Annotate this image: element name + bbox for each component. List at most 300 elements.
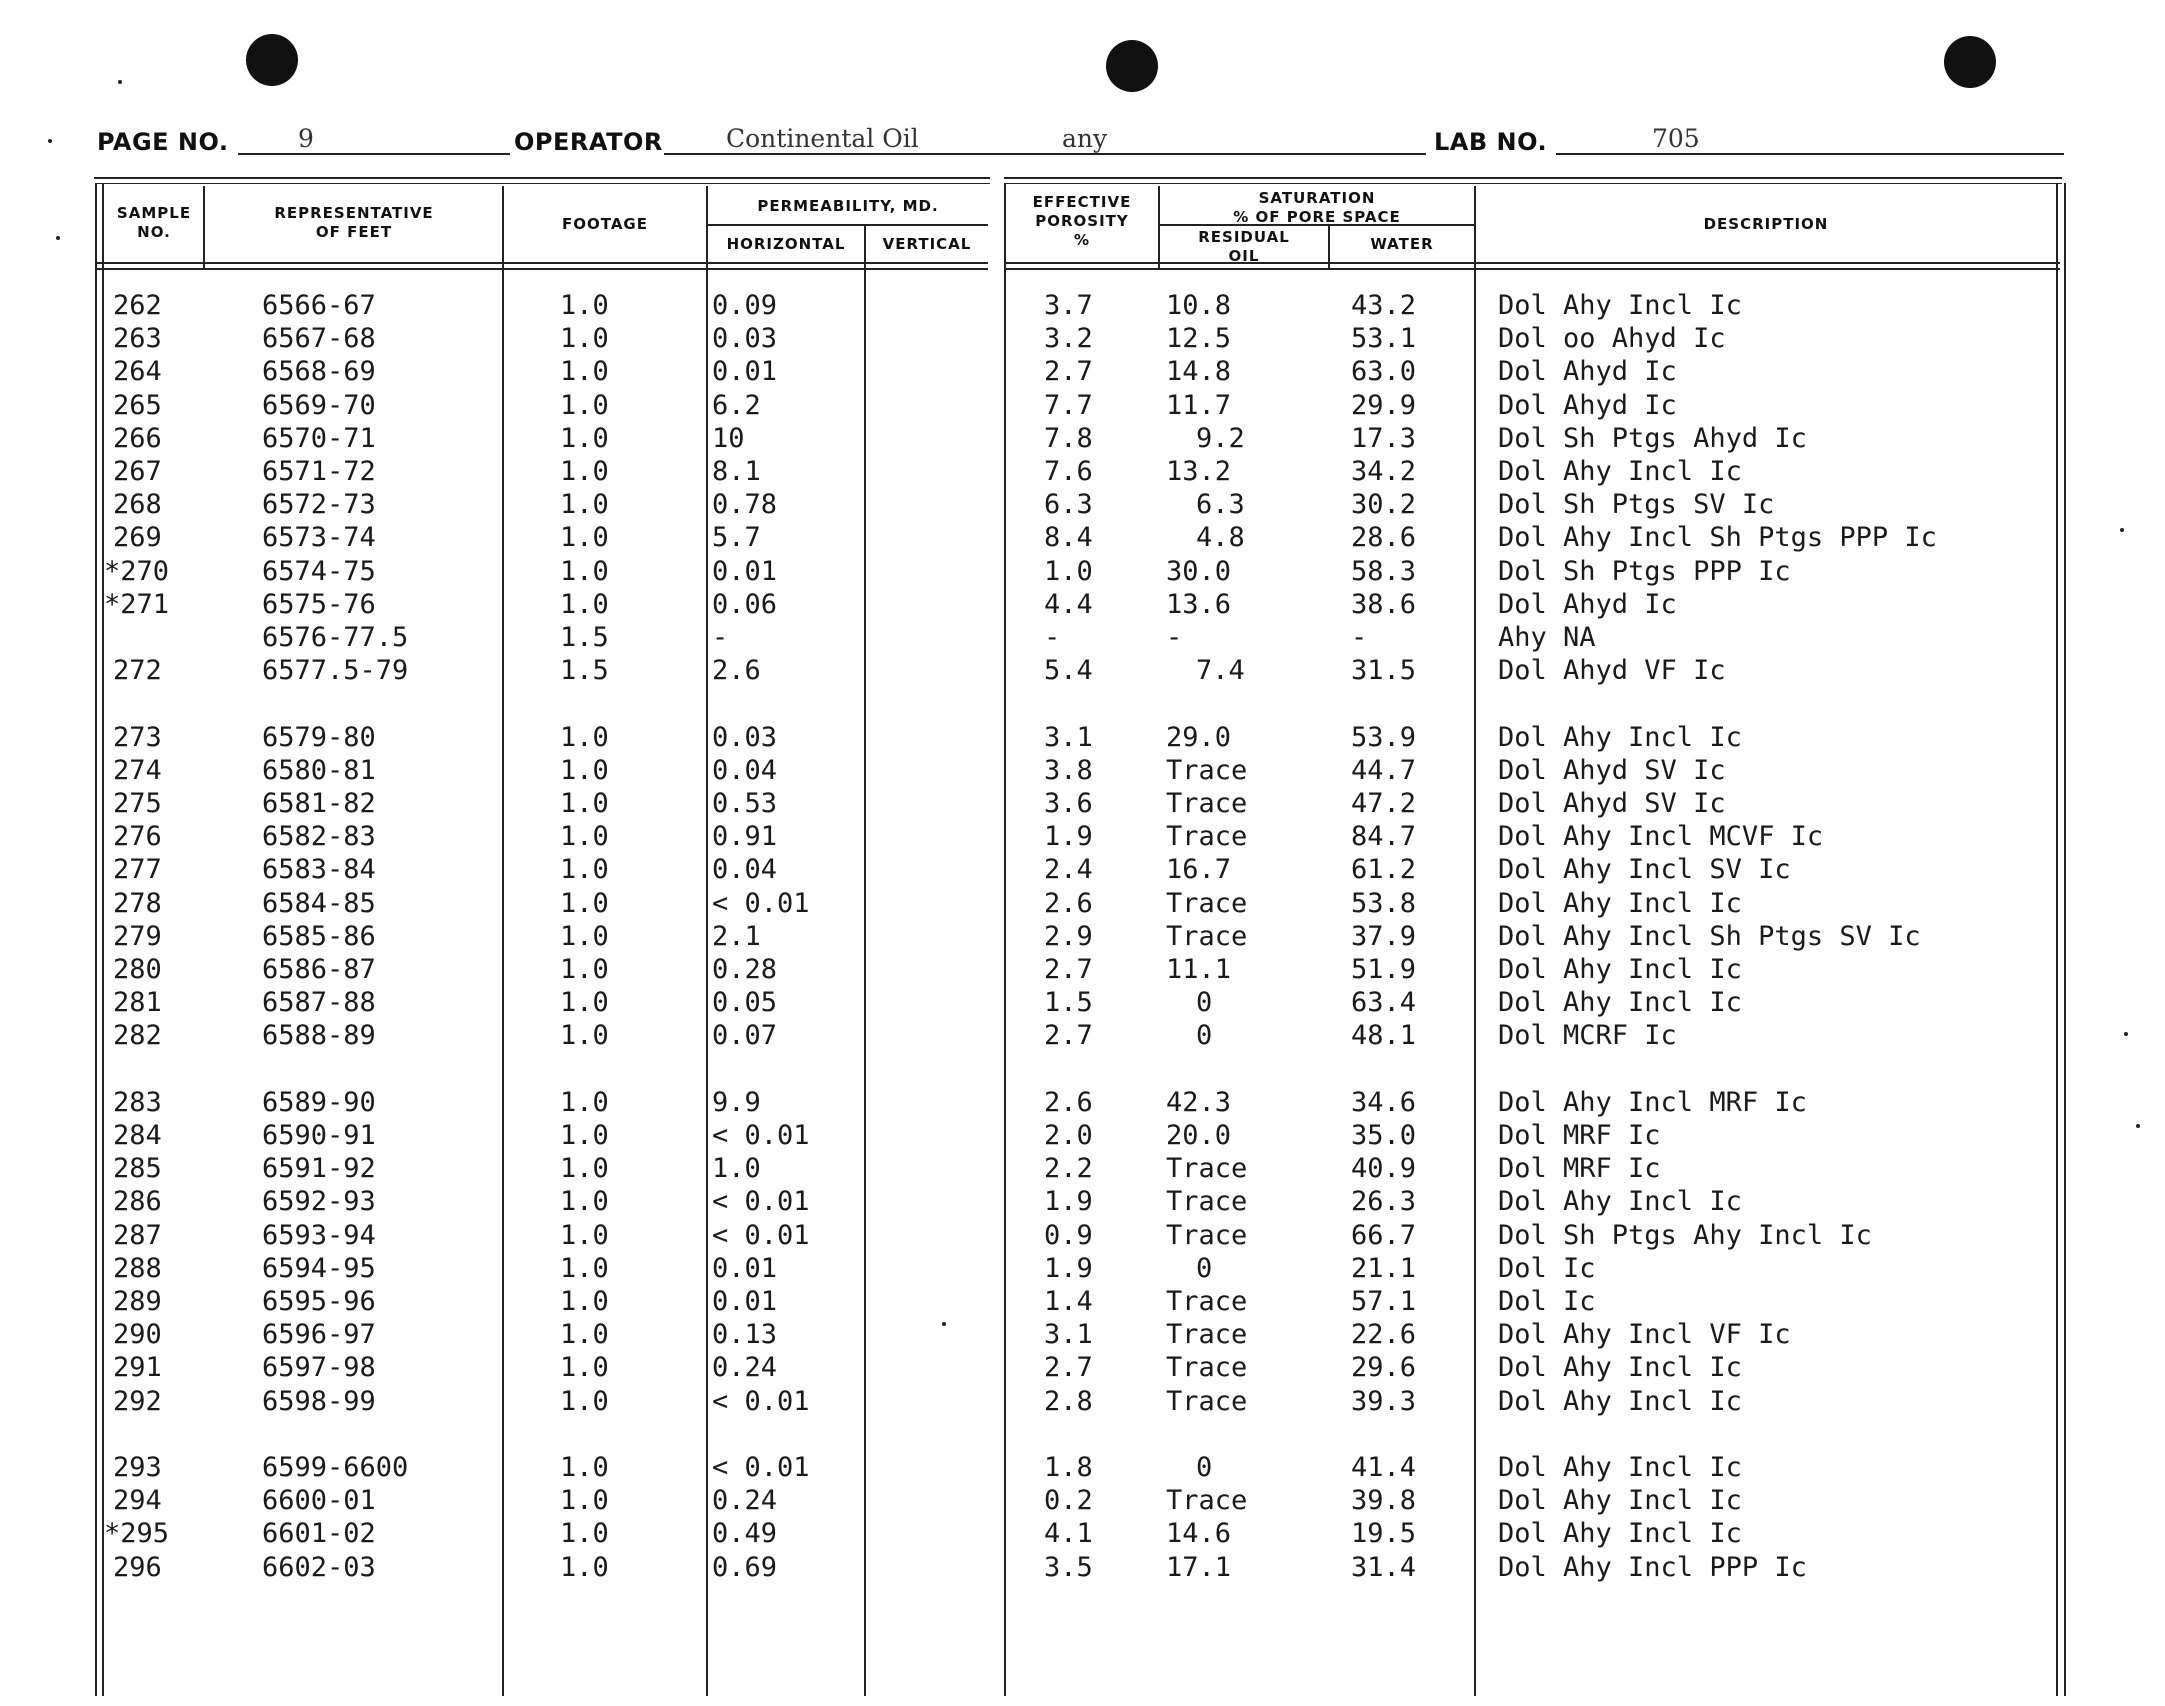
- sample-no-cell: 289: [113, 1286, 162, 1317]
- sample-no-cell: 288: [113, 1253, 162, 1284]
- water-cell: 61.2: [1351, 854, 1417, 885]
- description-cell: Dol MRF Ic: [1498, 1120, 1661, 1151]
- description-cell: Dol Ahy Incl Ic: [1498, 888, 1742, 919]
- residual-oil-cell: Trace: [1166, 1220, 1248, 1251]
- residual-oil-cell: 30.0: [1166, 556, 1232, 587]
- feet-cell: 6569-70: [262, 390, 376, 421]
- horizontal-perm-cell: 0.69: [712, 1552, 778, 1583]
- description-cell: Dol Ahyd SV Ic: [1498, 755, 1726, 786]
- residual-oil-cell: 42.3: [1166, 1087, 1232, 1118]
- water-cell: 58.3: [1351, 556, 1417, 587]
- footage-cell: 1.0: [560, 987, 609, 1018]
- speck: [2136, 1124, 2140, 1128]
- description-cell: Dol Ahy Incl Ic: [1498, 1186, 1742, 1217]
- water-cell: 38.6: [1351, 589, 1417, 620]
- footage-cell: 1.0: [560, 755, 609, 786]
- residual-oil-cell: Trace: [1166, 1186, 1248, 1217]
- sample-no-cell: 293: [113, 1452, 162, 1483]
- col-header-residual-oil: RESIDUAL OIL: [1198, 228, 1290, 265]
- horizontal-perm-cell: 8.1: [712, 456, 761, 487]
- horizontal-perm-cell: 0.09: [712, 290, 778, 321]
- residual-oil-cell: 0: [1196, 987, 1213, 1018]
- operator-label: OPERATOR: [514, 128, 663, 156]
- description-cell: Dol Ahy Incl Ic: [1498, 290, 1742, 321]
- residual-oil-cell: 13.6: [1166, 589, 1232, 620]
- residual-oil-cell: 11.1: [1166, 954, 1232, 985]
- horizontal-perm-cell: 10: [712, 423, 745, 454]
- porosity-cell: 2.2: [1044, 1153, 1093, 1184]
- footage-cell: 1.0: [560, 1286, 609, 1317]
- sample-no-cell: 269: [113, 522, 162, 553]
- water-cell: 57.1: [1351, 1286, 1417, 1317]
- water-cell: 17.3: [1351, 423, 1417, 454]
- water-cell: 37.9: [1351, 921, 1417, 952]
- porosity-cell: 3.7: [1044, 290, 1093, 321]
- residual-oil-cell: Trace: [1166, 788, 1248, 819]
- feet-cell: 6594-95: [262, 1253, 376, 1284]
- porosity-cell: 2.6: [1044, 888, 1093, 919]
- horizontal-perm-cell: 0.13: [712, 1319, 778, 1350]
- residual-oil-cell: 10.8: [1166, 290, 1232, 321]
- water-cell: 39.8: [1351, 1485, 1417, 1516]
- feet-cell: 6572-73: [262, 489, 376, 520]
- feet-cell: 6600-01: [262, 1485, 376, 1516]
- footage-cell: 1.0: [560, 1552, 609, 1583]
- sample-no-cell: 281: [113, 987, 162, 1018]
- description-cell: Dol Ahy Incl VF Ic: [1498, 1319, 1791, 1350]
- residual-oil-cell: 6.3: [1196, 489, 1245, 520]
- sample-no-cell: 276: [113, 821, 162, 852]
- porosity-cell: 2.8: [1044, 1386, 1093, 1417]
- description-cell: Dol Ahyd SV Ic: [1498, 788, 1726, 819]
- water-cell: 63.0: [1351, 356, 1417, 387]
- description-cell: Dol Ahy Incl Ic: [1498, 1386, 1742, 1417]
- horizontal-perm-cell: 0.49: [712, 1518, 778, 1549]
- water-cell: 31.5: [1351, 655, 1417, 686]
- footage-cell: 1.0: [560, 788, 609, 819]
- porosity-cell: 2.6: [1044, 1087, 1093, 1118]
- feet-cell: 6599-6600: [262, 1452, 409, 1483]
- footage-cell: 1.0: [560, 1120, 609, 1151]
- sample-no-cell: 274: [113, 755, 162, 786]
- footage-cell: 1.0: [560, 1253, 609, 1284]
- feet-cell: 6574-75: [262, 556, 376, 587]
- water-cell: 29.9: [1351, 390, 1417, 421]
- sample-no-cell: 286: [113, 1186, 162, 1217]
- porosity-cell: 3.5: [1044, 1552, 1093, 1583]
- description-cell: Dol Sh Ptgs SV Ic: [1498, 489, 1775, 520]
- feet-cell: 6584-85: [262, 888, 376, 919]
- horizontal-perm-cell: < 0.01: [712, 1220, 810, 1251]
- footage-cell: 1.0: [560, 390, 609, 421]
- description-cell: Dol Ahy Incl Ic: [1498, 987, 1742, 1018]
- water-cell: 51.9: [1351, 954, 1417, 985]
- description-cell: Dol Ahy Incl Ic: [1498, 1485, 1742, 1516]
- speck: [2124, 1032, 2128, 1036]
- speck: [942, 1322, 946, 1326]
- horizontal-perm-cell: 0.03: [712, 323, 778, 354]
- description-cell: Dol Sh Ptgs Ahy Incl Ic: [1498, 1220, 1872, 1251]
- footage-cell: 1.5: [560, 655, 609, 686]
- water-cell: 26.3: [1351, 1186, 1417, 1217]
- description-cell: Dol Ic: [1498, 1253, 1596, 1284]
- residual-oil-cell: 13.2: [1166, 456, 1232, 487]
- col-header-vertical: VERTICAL: [882, 235, 972, 253]
- residual-oil-cell: Trace: [1166, 921, 1248, 952]
- feet-cell: 6567-68: [262, 323, 376, 354]
- sample-no-cell: 264: [113, 356, 162, 387]
- residual-oil-cell: 11.7: [1166, 390, 1232, 421]
- horizontal-perm-cell: < 0.01: [712, 1120, 810, 1151]
- water-cell: 21.1: [1351, 1253, 1417, 1284]
- sample-no-cell: *270: [104, 556, 170, 587]
- porosity-cell: 5.4: [1044, 655, 1093, 686]
- horizontal-perm-cell: -: [712, 622, 729, 653]
- porosity-cell: 2.7: [1044, 1352, 1093, 1383]
- residual-oil-cell: 12.5: [1166, 323, 1232, 354]
- water-cell: 39.3: [1351, 1386, 1417, 1417]
- operator-value: Continental Oil: [726, 124, 919, 153]
- sample-no-cell: 275: [113, 788, 162, 819]
- horizontal-perm-cell: < 0.01: [712, 1452, 810, 1483]
- horizontal-perm-cell: 0.04: [712, 854, 778, 885]
- feet-cell: 6595-96: [262, 1286, 376, 1317]
- description-cell: Dol Ahy Incl Sh Ptgs PPP Ic: [1498, 522, 1937, 553]
- horizontal-perm-cell: 0.06: [712, 589, 778, 620]
- horizontal-perm-cell: 1.0: [712, 1153, 761, 1184]
- porosity-cell: 2.4: [1044, 854, 1093, 885]
- residual-oil-cell: Trace: [1166, 1485, 1248, 1516]
- description-cell: Dol Ahy Incl Ic: [1498, 1518, 1742, 1549]
- sample-no-cell: 283: [113, 1087, 162, 1118]
- col-header-representative-feet: REPRESENTATIVE OF FEET: [274, 204, 434, 241]
- sample-no-cell: 294: [113, 1485, 162, 1516]
- feet-cell: 6586-87: [262, 954, 376, 985]
- porosity-cell: 1.5: [1044, 987, 1093, 1018]
- residual-oil-cell: 7.4: [1196, 655, 1245, 686]
- binder-hole-left: [246, 34, 298, 86]
- description-cell: Dol Ahy Incl Ic: [1498, 1452, 1742, 1483]
- porosity-cell: 3.8: [1044, 755, 1093, 786]
- residual-oil-cell: Trace: [1166, 1386, 1248, 1417]
- sample-no-cell: 263: [113, 323, 162, 354]
- footage-cell: 1.0: [560, 1220, 609, 1251]
- feet-cell: 6566-67: [262, 290, 376, 321]
- footage-cell: 1.0: [560, 290, 609, 321]
- description-cell: Dol Ahyd Ic: [1498, 589, 1677, 620]
- residual-oil-cell: 9.2: [1196, 423, 1245, 454]
- water-cell: 48.1: [1351, 1020, 1417, 1051]
- footage-cell: 1.5: [560, 622, 609, 653]
- binder-hole-right: [1944, 36, 1996, 88]
- porosity-cell: 2.0: [1044, 1120, 1093, 1151]
- porosity-cell: 3.1: [1044, 1319, 1093, 1350]
- feet-cell: 6590-91: [262, 1120, 376, 1151]
- footage-cell: 1.0: [560, 589, 609, 620]
- residual-oil-cell: Trace: [1166, 1352, 1248, 1383]
- description-cell: Dol Ahyd VF Ic: [1498, 655, 1726, 686]
- horizontal-perm-cell: 0.91: [712, 821, 778, 852]
- col-header-description: DESCRIPTION: [1703, 215, 1829, 233]
- sample-no-cell: 273: [113, 722, 162, 753]
- feet-cell: 6588-89: [262, 1020, 376, 1051]
- porosity-cell: 8.4: [1044, 522, 1093, 553]
- col-header-horizontal: HORIZONTAL: [726, 235, 846, 253]
- porosity-cell: 1.0: [1044, 556, 1093, 587]
- horizontal-perm-cell: 0.04: [712, 755, 778, 786]
- sample-no-cell: 282: [113, 1020, 162, 1051]
- footage-cell: 1.0: [560, 1087, 609, 1118]
- water-cell: 53.9: [1351, 722, 1417, 753]
- footage-cell: 1.0: [560, 1485, 609, 1516]
- horizontal-perm-cell: 2.1: [712, 921, 761, 952]
- residual-oil-cell: 17.1: [1166, 1552, 1232, 1583]
- sample-no-cell: *295: [104, 1518, 170, 1549]
- feet-cell: 6583-84: [262, 854, 376, 885]
- horizontal-perm-cell: < 0.01: [712, 1186, 810, 1217]
- description-cell: Dol Ahyd Ic: [1498, 356, 1677, 387]
- feet-cell: 6580-81: [262, 755, 376, 786]
- feet-cell: 6596-97: [262, 1319, 376, 1350]
- sample-no-cell: 266: [113, 423, 162, 454]
- water-cell: -: [1351, 622, 1368, 653]
- feet-cell: 6582-83: [262, 821, 376, 852]
- binder-hole-center: [1106, 40, 1158, 92]
- porosity-cell: 3.6: [1044, 788, 1093, 819]
- water-cell: 34.6: [1351, 1087, 1417, 1118]
- description-cell: Dol Ahy Incl Ic: [1498, 722, 1742, 753]
- horizontal-perm-cell: < 0.01: [712, 1386, 810, 1417]
- porosity-cell: 2.9: [1044, 921, 1093, 952]
- horizontal-perm-cell: 0.03: [712, 722, 778, 753]
- residual-oil-cell: 0: [1196, 1452, 1213, 1483]
- feet-cell: 6573-74: [262, 522, 376, 553]
- water-cell: 41.4: [1351, 1452, 1417, 1483]
- porosity-cell: 7.8: [1044, 423, 1093, 454]
- feet-cell: 6589-90: [262, 1087, 376, 1118]
- description-cell: Dol Ahy Incl PPP Ic: [1498, 1552, 1807, 1583]
- col-header-sample-no: SAMPLE NO.: [116, 204, 192, 241]
- horizontal-perm-cell: 0.07: [712, 1020, 778, 1051]
- porosity-cell: 2.7: [1044, 1020, 1093, 1051]
- porosity-cell: 3.1: [1044, 722, 1093, 753]
- footage-cell: 1.0: [560, 954, 609, 985]
- feet-cell: 6571-72: [262, 456, 376, 487]
- residual-oil-cell: 29.0: [1166, 722, 1232, 753]
- footage-cell: 1.0: [560, 888, 609, 919]
- residual-oil-cell: 0: [1196, 1020, 1213, 1051]
- sample-no-cell: 291: [113, 1352, 162, 1383]
- water-cell: 63.4: [1351, 987, 1417, 1018]
- sample-no-cell: 267: [113, 456, 162, 487]
- horizontal-perm-cell: 0.01: [712, 556, 778, 587]
- footage-cell: 1.0: [560, 1352, 609, 1383]
- feet-cell: 6591-92: [262, 1153, 376, 1184]
- sample-no-cell: 285: [113, 1153, 162, 1184]
- horizontal-perm-cell: 0.28: [712, 954, 778, 985]
- feet-cell: 6585-86: [262, 921, 376, 952]
- water-cell: 84.7: [1351, 821, 1417, 852]
- feet-cell: 6602-03: [262, 1552, 376, 1583]
- description-cell: Dol Ahy Incl SV Ic: [1498, 854, 1791, 885]
- residual-oil-cell: Trace: [1166, 1319, 1248, 1350]
- horizontal-perm-cell: 0.24: [712, 1485, 778, 1516]
- footage-cell: 1.0: [560, 921, 609, 952]
- residual-oil-cell: 14.8: [1166, 356, 1232, 387]
- horizontal-perm-cell: 0.01: [712, 1253, 778, 1284]
- operator-value-2: any: [1062, 124, 1108, 153]
- residual-oil-cell: Trace: [1166, 821, 1248, 852]
- horizontal-perm-cell: 0.53: [712, 788, 778, 819]
- residual-oil-cell: 0: [1196, 1253, 1213, 1284]
- description-cell: Dol oo Ahyd Ic: [1498, 323, 1726, 354]
- footage-cell: 1.0: [560, 821, 609, 852]
- residual-oil-cell: -: [1166, 622, 1183, 653]
- description-cell: Dol Ahy Incl Ic: [1498, 1352, 1742, 1383]
- water-cell: 53.8: [1351, 888, 1417, 919]
- description-cell: Dol Ahy Incl MRF Ic: [1498, 1087, 1807, 1118]
- speck: [56, 236, 60, 240]
- speck: [118, 80, 122, 84]
- col-header-saturation: SATURATION % OF PORE SPACE: [1233, 189, 1401, 226]
- water-cell: 30.2: [1351, 489, 1417, 520]
- feet-cell: 6575-76: [262, 589, 376, 620]
- feet-cell: 6581-82: [262, 788, 376, 819]
- description-cell: Dol Ahy Incl Sh Ptgs SV Ic: [1498, 921, 1921, 952]
- porosity-cell: 3.2: [1044, 323, 1093, 354]
- sample-no-cell: 265: [113, 390, 162, 421]
- sample-no-cell: *271: [104, 589, 170, 620]
- porosity-cell: 1.9: [1044, 821, 1093, 852]
- sample-no-cell: 287: [113, 1220, 162, 1251]
- porosity-cell: 2.7: [1044, 356, 1093, 387]
- water-cell: 66.7: [1351, 1220, 1417, 1251]
- sample-no-cell: 290: [113, 1319, 162, 1350]
- horizontal-perm-cell: 0.01: [712, 1286, 778, 1317]
- porosity-cell: 0.9: [1044, 1220, 1093, 1251]
- feet-cell: 6568-69: [262, 356, 376, 387]
- porosity-cell: 6.3: [1044, 489, 1093, 520]
- porosity-cell: 0.2: [1044, 1485, 1093, 1516]
- col-header-permeability: PERMEABILITY, MD.: [757, 197, 939, 215]
- sample-no-cell: 278: [113, 888, 162, 919]
- horizontal-perm-cell: 6.2: [712, 390, 761, 421]
- horizontal-perm-cell: 2.6: [712, 655, 761, 686]
- description-cell: Dol Sh Ptgs PPP Ic: [1498, 556, 1791, 587]
- description-cell: Dol Ic: [1498, 1286, 1596, 1317]
- residual-oil-cell: Trace: [1166, 1286, 1248, 1317]
- sample-no-cell: 296: [113, 1552, 162, 1583]
- page-no-label: PAGE NO.: [97, 128, 229, 156]
- porosity-cell: 1.8: [1044, 1452, 1093, 1483]
- water-cell: 34.2: [1351, 456, 1417, 487]
- feet-cell: 6579-80: [262, 722, 376, 753]
- water-cell: 31.4: [1351, 1552, 1417, 1583]
- page-no-value: 9: [298, 124, 314, 153]
- footage-cell: 1.0: [560, 1186, 609, 1217]
- residual-oil-cell: 4.8: [1196, 522, 1245, 553]
- footage-cell: 1.0: [560, 556, 609, 587]
- feet-cell: 6577.5-79: [262, 655, 409, 686]
- horizontal-perm-cell: 9.9: [712, 1087, 761, 1118]
- water-cell: 19.5: [1351, 1518, 1417, 1549]
- sample-no-cell: 272: [113, 655, 162, 686]
- footage-cell: 1.0: [560, 1386, 609, 1417]
- footage-cell: 1.0: [560, 1518, 609, 1549]
- porosity-cell: 2.7: [1044, 954, 1093, 985]
- sample-no-cell: 292: [113, 1386, 162, 1417]
- footage-cell: 1.0: [560, 1452, 609, 1483]
- speck: [48, 139, 52, 143]
- footage-cell: 1.0: [560, 854, 609, 885]
- water-cell: 22.6: [1351, 1319, 1417, 1350]
- water-cell: 40.9: [1351, 1153, 1417, 1184]
- residual-oil-cell: 14.6: [1166, 1518, 1232, 1549]
- sample-no-cell: 284: [113, 1120, 162, 1151]
- sample-no-cell: 262: [113, 290, 162, 321]
- water-cell: 29.6: [1351, 1352, 1417, 1383]
- footage-cell: 1.0: [560, 722, 609, 753]
- footage-cell: 1.0: [560, 423, 609, 454]
- feet-cell: 6592-93: [262, 1186, 376, 1217]
- water-cell: 43.2: [1351, 290, 1417, 321]
- horizontal-perm-cell: 0.01: [712, 356, 778, 387]
- lab-no-label: LAB NO.: [1434, 128, 1548, 156]
- porosity-cell: 4.1: [1044, 1518, 1093, 1549]
- porosity-cell: 7.6: [1044, 456, 1093, 487]
- porosity-cell: -: [1044, 622, 1061, 653]
- water-cell: 35.0: [1351, 1120, 1417, 1151]
- description-cell: Dol Sh Ptgs Ahyd Ic: [1498, 423, 1807, 454]
- horizontal-perm-cell: < 0.01: [712, 888, 810, 919]
- water-cell: 53.1: [1351, 323, 1417, 354]
- col-header-footage: FOOTAGE: [562, 215, 648, 233]
- horizontal-perm-cell: 0.05: [712, 987, 778, 1018]
- porosity-cell: 4.4: [1044, 589, 1093, 620]
- feet-cell: 6598-99: [262, 1386, 376, 1417]
- footage-cell: 1.0: [560, 323, 609, 354]
- feet-cell: 6597-98: [262, 1352, 376, 1383]
- horizontal-perm-cell: 0.24: [712, 1352, 778, 1383]
- sample-no-cell: 279: [113, 921, 162, 952]
- description-cell: Dol Ahy Incl Ic: [1498, 954, 1742, 985]
- porosity-cell: 1.9: [1044, 1186, 1093, 1217]
- footage-cell: 1.0: [560, 522, 609, 553]
- page-no-underline: [238, 153, 510, 155]
- sample-no-cell: 268: [113, 489, 162, 520]
- footage-cell: 1.0: [560, 489, 609, 520]
- speck: [2120, 528, 2124, 532]
- feet-cell: 6576-77.5: [262, 622, 409, 653]
- footage-cell: 1.0: [560, 1020, 609, 1051]
- sample-no-cell: 280: [113, 954, 162, 985]
- residual-oil-cell: 16.7: [1166, 854, 1232, 885]
- horizontal-perm-cell: 5.7: [712, 522, 761, 553]
- water-cell: 28.6: [1351, 522, 1417, 553]
- description-cell: Dol MRF Ic: [1498, 1153, 1661, 1184]
- footage-cell: 1.0: [560, 456, 609, 487]
- footage-cell: 1.0: [560, 356, 609, 387]
- col-header-effective-porosity: EFFECTIVE POROSITY %: [1032, 193, 1132, 249]
- description-cell: Dol MCRF Ic: [1498, 1020, 1677, 1051]
- horizontal-perm-cell: 0.78: [712, 489, 778, 520]
- porosity-cell: 1.4: [1044, 1286, 1093, 1317]
- footage-cell: 1.0: [560, 1153, 609, 1184]
- sample-no-cell: 277: [113, 854, 162, 885]
- description-cell: Ahy NA: [1498, 622, 1596, 653]
- residual-oil-cell: 20.0: [1166, 1120, 1232, 1151]
- water-cell: 47.2: [1351, 788, 1417, 819]
